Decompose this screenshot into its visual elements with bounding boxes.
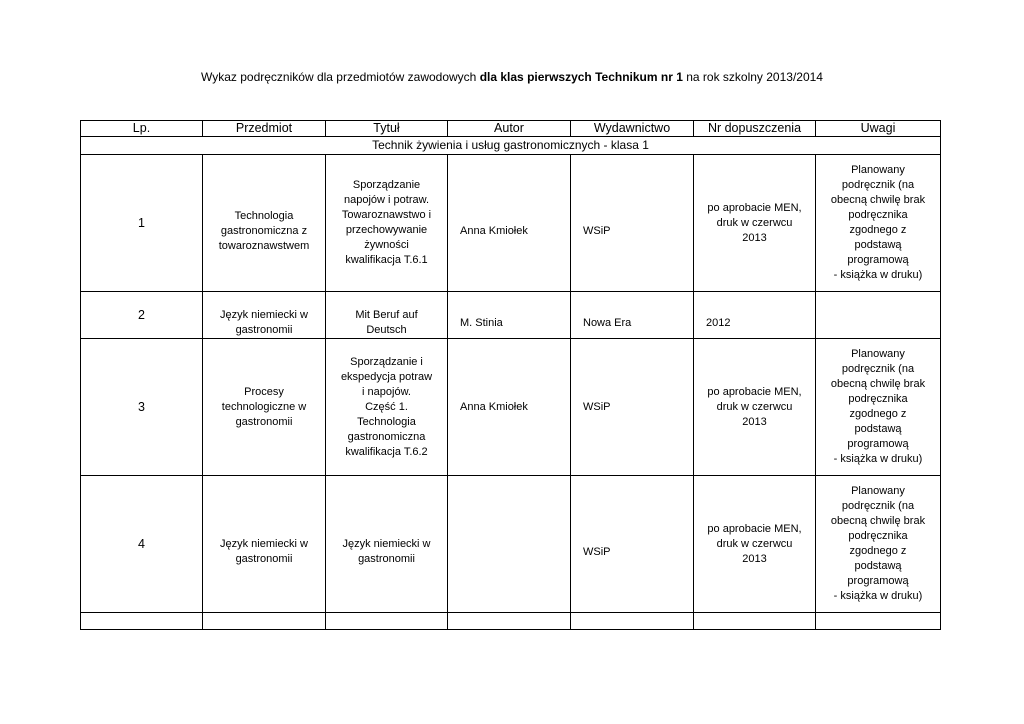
document-title bbox=[0, 70, 1024, 84]
cell-wydawnictwo bbox=[571, 155, 694, 292]
cell-lp: 4 bbox=[81, 476, 203, 613]
empty-cell bbox=[694, 613, 816, 630]
cell-tytul-text: Mit Beruf auf Deutsch bbox=[355, 309, 418, 336]
empty-cell bbox=[203, 613, 326, 630]
empty-cell bbox=[81, 613, 203, 630]
table-row bbox=[81, 476, 941, 613]
cell-uwagi: Planowany podręcznik (na obecną chwilę brak podręcznika zgodnego z podstawą programową - książka w druku) bbox=[816, 155, 941, 292]
cell-nr-dopuszczenia bbox=[694, 292, 816, 339]
table-row bbox=[81, 339, 941, 476]
header-tytul: Tytuł bbox=[326, 121, 448, 137]
cell-nr-dopuszczenia: po aprobacie MEN, druk w czerwcu 2013 bbox=[694, 476, 816, 613]
cell-tytul bbox=[326, 476, 448, 613]
cell-tytul bbox=[326, 292, 448, 339]
title-text-end: na rok szkolny 2013/2014 bbox=[682, 70, 823, 84]
cell-tytul: Sporządzanie napojów i potraw. Towaroznawstwo i przechowywanie żywności kwalifikacja T.6.1 bbox=[326, 155, 448, 292]
empty-cell bbox=[326, 613, 448, 630]
cell-lp: 1 bbox=[81, 155, 203, 292]
cell-lp: 3 bbox=[81, 339, 203, 476]
cell-przedmiot bbox=[203, 476, 326, 613]
cell-wydawnictwo bbox=[571, 476, 694, 613]
cell-wydawnictwo: WSiP bbox=[571, 339, 694, 476]
cell-uwagi: Planowany podręcznik (na obecną chwilę brak podręcznika zgodnego z podstawą programową - książka w druku) bbox=[816, 339, 941, 476]
cell-lp: 2 bbox=[81, 292, 203, 339]
cell-autor bbox=[448, 292, 571, 339]
cell-autor bbox=[448, 155, 571, 292]
header-row bbox=[81, 121, 941, 137]
header-przedmiot: Przedmiot bbox=[203, 121, 326, 137]
empty-cell bbox=[448, 613, 571, 630]
cell-autor-text: M. Stinia bbox=[460, 316, 503, 329]
cell-nr-dopuszczenia: po aprobacie MEN, druk w czerwcu 2013 bbox=[694, 155, 816, 292]
cell-wydawnictwo-text: WSiP bbox=[583, 545, 611, 558]
header-uwagi: Uwagi bbox=[816, 121, 941, 137]
header-autor: Autor bbox=[448, 121, 571, 137]
empty-row bbox=[81, 613, 941, 630]
cell-wydawnictwo bbox=[571, 292, 694, 339]
header-wydawnictwo: Wydawnictwo bbox=[571, 121, 694, 137]
cell-wydawnictwo-text: Nowa Era bbox=[583, 316, 632, 329]
title-text: Wykaz podręczników dla przedmiotów zawodowych bbox=[201, 70, 480, 84]
section-row bbox=[81, 137, 941, 155]
cell-autor bbox=[448, 476, 571, 613]
textbook-table bbox=[80, 120, 941, 630]
cell-przedmiot-text: Technologia gastronomiczna z towaroznawstwem bbox=[218, 209, 310, 252]
table-row bbox=[81, 155, 941, 292]
cell-tytul: Sporządzanie i ekspedycja potraw i napojów. Część 1. Technologia gastronomiczna kwalifikacja T.6.2 bbox=[326, 339, 448, 476]
cell-nr-dopuszczenia: po aprobacie MEN, druk w czerwcu 2013 bbox=[694, 339, 816, 476]
cell-uwagi bbox=[816, 292, 941, 339]
cell-przedmiot bbox=[203, 155, 326, 292]
cell-przedmiot: Procesy technologiczne w gastronomii bbox=[203, 339, 326, 476]
cell-tytul-text: Język niemiecki w gastronomii bbox=[342, 538, 431, 565]
cell-przedmiot bbox=[203, 292, 326, 339]
header-lp: Lp. bbox=[81, 121, 203, 137]
empty-cell bbox=[571, 613, 694, 630]
cell-nr-text: 2012 bbox=[706, 316, 731, 329]
header-nr-dopuszczenia: Nr dopuszczenia bbox=[694, 121, 816, 137]
cell-uwagi: Planowany podręcznik (na obecną chwilę brak podręcznika zgodnego z podstawą programową - książka w druku) bbox=[816, 476, 941, 613]
cell-przedmiot-text: Język niemiecki w gastronomii bbox=[219, 538, 309, 565]
title-bold-text: dla klas pierwszych Technikum nr 1 bbox=[479, 70, 683, 84]
section-title: Technik żywienia i usług gastronomicznych - klasa 1 bbox=[81, 137, 941, 155]
cell-wydawnictwo-text: WSiP bbox=[583, 224, 611, 237]
cell-autor-text: Anna Kmiołek bbox=[460, 224, 528, 237]
table-row bbox=[81, 292, 941, 339]
cell-autor: Anna Kmiołek bbox=[448, 339, 571, 476]
empty-cell bbox=[816, 613, 941, 630]
cell-przedmiot-text: Język niemiecki w gastronomii bbox=[219, 309, 309, 336]
